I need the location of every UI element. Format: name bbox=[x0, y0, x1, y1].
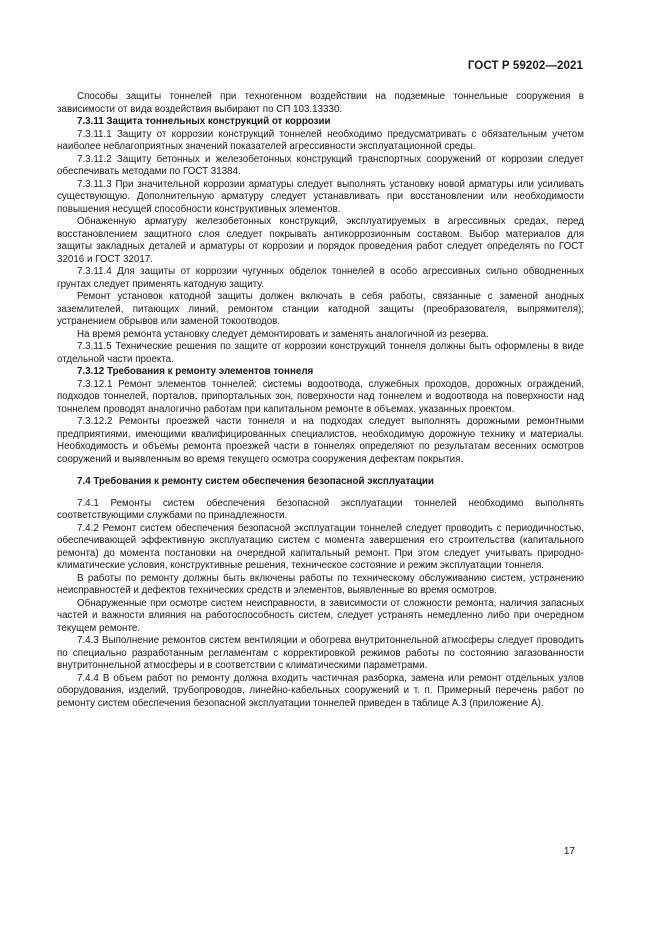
section-heading: 7.3.11 Защита тоннельных конструкций от коррозии bbox=[77, 116, 331, 127]
section-heading: 7.4 Требования к ремонту систем обеспечения безопасной эксплуатации bbox=[77, 476, 434, 487]
paragraph: 7.4.2 Ремонт систем обеспечения безопасной эксплуатации тоннелей следует проводить с периодичностью, обеспечивающей эффективную эксплуатацию систем с момента завершения его строительства (капитального ремонта) до момента постановки на очередной капитальный ремонт. При этом следует учитывать природно-климатические условия, конструктивные решения, техническое состояние и режим эксплуатации тоннеля. bbox=[57, 522, 584, 571]
paragraph: В работы по ремонту должны быть включены работы по техническому обслуживанию систем, устранению неисправностей и дефектов технических средств и элементов, выявленные во время осмотров. bbox=[57, 572, 584, 596]
paragraph: 7.3.12.1 Ремонт элементов тоннелей: системы водоотвода, служебных проходов, дорожных ограждений, подходов тоннелей, порталов, припортальных зон, поверхности над тоннелем и водоотвода на поверхности над тоннелем проводят аналогично работам при капитальном ремонте в объемах, указанных проектом. bbox=[57, 378, 584, 415]
page-number: 17 bbox=[563, 846, 575, 857]
document-body bbox=[57, 91, 584, 710]
paragraph: 7.3.11.1 Защиту от коррозии конструкций тоннелей необходимо предусматривать с обязательным учетом наиболее неблагоприятных значений показателей агрессивности эксплуатационной среды. bbox=[57, 128, 584, 152]
paragraph: 7.3.11.5 Технические решения по защите от коррозии конструкций тоннеля должны быть оформлены в виде отдельной части проекта. bbox=[57, 341, 584, 365]
paragraph: Способы защиты тоннелей при техногенном воздействии на подземные тоннельные сооружения в зависимости от вида воздействия выбирают по СП 103.13330. bbox=[57, 91, 584, 115]
paragraph: 7.3.11.3 При значительной коррозии арматуры следует выполнять установку новой арматуры или усиливать существующую. Дополнительную арматуру следует устанавливать при восстановлении или необходимости повышения несущей способности конструктивных элементов. bbox=[57, 178, 584, 215]
paragraph: 7.3.11.2 Защиту бетонных и железобетонных конструкций транспортных сооружений от коррозии следует обеспечивать методами по ГОСТ 31384. bbox=[57, 153, 584, 177]
paragraph: Обнаруженные при осмотре систем неисправности, в зависимости от сложности ремонта, наличия запасных частей и важности влияния на работоспособность систем, следует устранять немедленно либо при очередном текущем ремонте. bbox=[57, 597, 584, 634]
paragraph: Обнаженную арматуру железобетонных конструкций, эксплуатируемых в агрессивных средах, перед восстановлением защитного слоя следует покрывать антикоррозионным составом. Выбор материалов для защиты закладных деталей и арматуры от коррозии и порядок проведения работ следует определять по ГОСТ 32016 и ГОСТ 32017. bbox=[57, 216, 584, 265]
paragraph: 7.4.3 Выполнение ремонтов систем вентиляции и обогрева внутритоннельной атмосферы следует проводить по специально разработанным регламентам с корректировкой режимов работы по состоянию загазованности внутритоннельной атмосферы и в соответствии с климатическими параметрами. bbox=[57, 635, 584, 671]
paragraph: 7.3.11.4 Для защиты от коррозии чугунных обделок тоннелей в особо агрессивных сильно обводненных грунтах следует применять катодную защиту. bbox=[57, 266, 584, 290]
paragraph: 7.4.1 Ремонты систем обеспечения безопасной эксплуатации тоннелей необходимо выполнять соответствующими службами по принадлежности. bbox=[57, 497, 584, 521]
paragraph: 7.4.4 В объем работ по ремонту должна входить частичная разборка, замена или ремонт отдельных узлов оборудования, изделий, трубопроводов, линейно-кабельных сооружений и т. п. Примерный перечень работ по ремонту систем обеспечения безопасной эксплуатации тоннелей приведен в таблице А.3 (приложение А). bbox=[57, 672, 584, 709]
paragraph: Ремонт установок катодной защиты должен включать в себя работы, связанные с заменой анодных заземлителей, питающих линий, ремонтом станции катодной защиты (преобразователя, выпрямителя); устранением обрывов или заменой токоотводов. bbox=[57, 291, 584, 327]
section-heading: 7.3.12 Требования к ремонту элементов тоннеля bbox=[77, 366, 314, 377]
document-header: ГОСТ Р 59202—2021 bbox=[467, 60, 583, 72]
paragraph: На время ремонта установку следует демонтировать и заменять аналогичной из резерва. bbox=[77, 328, 489, 340]
paragraph: 7.3.12.2 Ремонты проезжей части тоннеля и на подходах следует выполнять дорожными ремонтными предприятиями, имеющими квалифицированных специалистов, необходимую дорожную технику и материалы. Необходимость и объемы ремонта проезжей части в тоннелях определяют по результатам весенних осмотров сооружений и выявленным во время текущего осмотра сооружения дефектам покрытия. bbox=[57, 416, 584, 465]
